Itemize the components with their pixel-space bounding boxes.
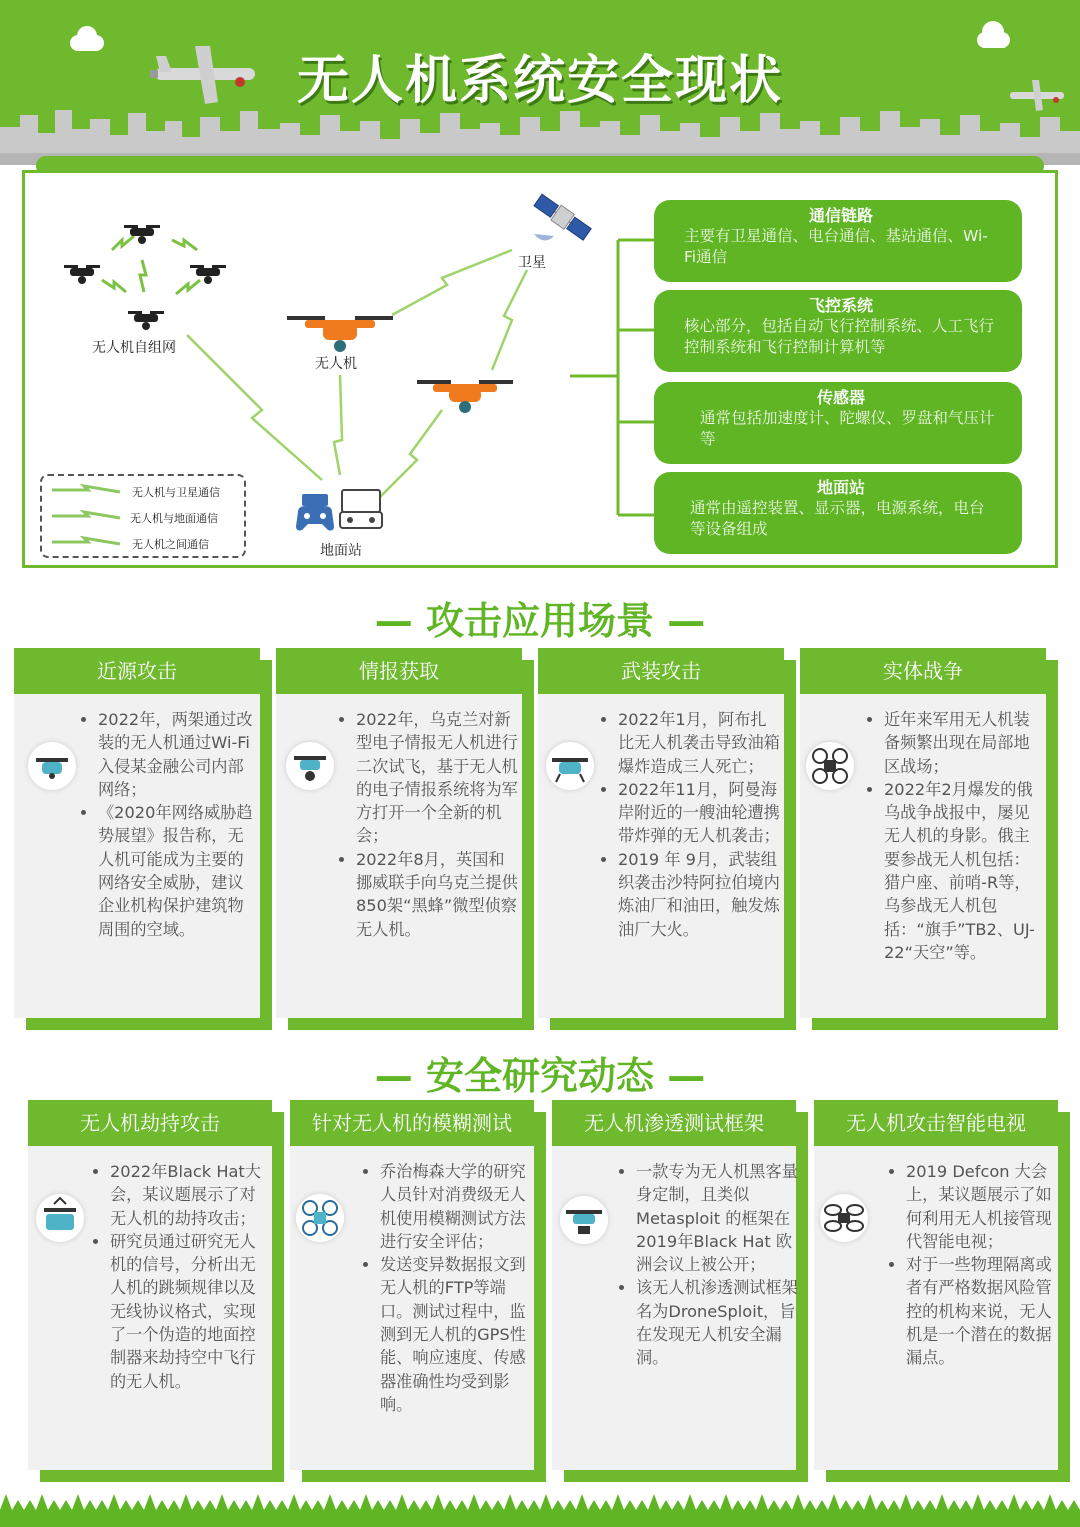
quadcopter-icon: [188, 262, 228, 288]
component-desc: 通常由遥控装置、显示器，电源系统，电台等设备组成: [690, 499, 985, 538]
gamepad-icon: [294, 492, 336, 534]
quadcopter-icon: [820, 1194, 868, 1242]
scenario-card: [14, 648, 272, 1030]
quadcopter-icon: [126, 308, 166, 334]
armed-drone-icon: [546, 742, 594, 790]
link-drone2-ground: [377, 410, 442, 500]
card-list: [880, 1160, 1058, 1370]
quadcopter-icon: [62, 262, 102, 288]
quadcopter-icon: [296, 1194, 344, 1242]
page-title: 无人机系统安全现状: [296, 51, 783, 111]
list-item: • 发送变异数据报文到无人机的FTP等端口。测试过程中，监测到无人机的GPS性能、响应速度、传感器准确性均受到影响。: [380, 1253, 534, 1416]
list-item: • 《2020年网络威胁趋势展望》报告称，无人机可能成为主要的网络安全威胁，建议企业机构保护建筑物周围的空域。: [98, 801, 256, 941]
component-desc: 通常包括加速度计、陀螺仪、罗盘和气压计等: [700, 409, 995, 448]
link-drone2-sat: [492, 270, 527, 370]
list-item: • 近年来军用无人机装备频繁出现在局部地区战场；: [884, 708, 1044, 778]
list-item: • 一款专为无人机黑客量身定制，且类似Metasploit 的框架在2019年Black Hat 欧洲会议上被公开；: [636, 1160, 798, 1276]
card-title: 武装攻击: [538, 648, 784, 694]
card-list: [858, 708, 1044, 964]
card-title: 无人机劫持攻击: [28, 1100, 272, 1146]
ground-station-label: 地面站: [320, 543, 362, 559]
link-drone-ground: [334, 375, 342, 475]
hijack-drone-icon: [36, 1194, 84, 1242]
card-list: [84, 1160, 270, 1393]
component-flight-control: [654, 290, 1022, 372]
legend-item: 无人机与卫星通信: [132, 486, 220, 499]
research-card: [290, 1100, 546, 1482]
list-item: • 2022年Black Hat大会，某议题展示了对无人机的劫持攻击；: [110, 1160, 270, 1230]
list-item: • 研究员通过研究无人机的信号，分析出无人机的跳频规律以及无线协议格式，实现了一个伪造的地面控制器来劫持空中飞行的无人机。: [110, 1230, 270, 1393]
quadcopter-icon: [122, 222, 162, 248]
section-heading-research: — 安全研究动态 —: [374, 1054, 706, 1098]
list-item: • 2022年11月，阿曼海岸附近的一艘油轮遭携带炸弹的无人机袭击；: [618, 778, 782, 848]
satellite-icon: [530, 190, 594, 248]
card-list: [354, 1160, 534, 1416]
card-title: 实体战争: [800, 648, 1046, 694]
military-drone-icon: [1008, 78, 1068, 114]
list-item: • 2019 年 9月，武装组织袭击沙特阿拉伯境内炼油厂和油田，触发炼油厂大火。: [618, 848, 782, 941]
scenario-card: [276, 648, 534, 1030]
drone-label: 无人机: [315, 356, 357, 372]
satellite-label: 卫星: [518, 255, 546, 271]
list-item: • 2022年，乌克兰对新型电子情报无人机进行二次试飞，基于无人机的电子情报系统将为军方打开一个全新的机会；: [356, 708, 518, 848]
card-title: 无人机攻击智能电视: [814, 1100, 1058, 1146]
list-item: • 该无人机渗透测试框架名为DroneSploit，旨在发现无人机安全漏洞。: [636, 1276, 798, 1369]
component-title: 地面站: [816, 478, 865, 497]
scenario-card: [538, 648, 796, 1030]
drone-icon: [28, 742, 76, 790]
camera-drone-icon: [286, 742, 334, 790]
card-title: 情报获取: [276, 648, 522, 694]
card-list: [330, 708, 518, 941]
link-mesh-ground: [187, 335, 322, 480]
mesh-label: 无人机自组网: [92, 340, 176, 356]
component-title: 飞控系统: [808, 296, 873, 315]
research-card: [28, 1100, 284, 1482]
component-ground-station: [654, 472, 1022, 554]
component-comm-link: [654, 200, 1022, 282]
list-item: • 乔治梅森大学的研究人员针对消费级无人机使用模糊测试方法进行安全评估；: [380, 1160, 534, 1253]
link-drone-sat: [392, 250, 512, 315]
card-title: 近源攻击: [14, 648, 260, 694]
remote-controller-icon: [338, 488, 384, 532]
component-sensor: [654, 382, 1022, 464]
component-desc: 主要有卫星通信、电台通信、基站通信、Wi-Fi通信: [684, 227, 988, 266]
list-item: • 2022年，两架通过改装的无人机通过Wi-Fi入侵某金融公司内部网络；: [98, 708, 256, 801]
scenario-card: [800, 648, 1058, 1030]
list-item: • 2022年1月，阿布扎比无人机袭击导致油箱爆炸造成三人死亡；: [618, 708, 782, 778]
quadcopter-icon: [806, 742, 854, 790]
component-title: 通信链路: [808, 206, 873, 225]
list-item: • 对于一些物理隔离或者有严格数据风险管控的机构来说，无人机是一个潜在的数据漏点。: [906, 1253, 1058, 1369]
card-title: 针对无人机的模糊测试: [290, 1100, 534, 1146]
drone-icon: [415, 374, 515, 416]
list-item: • 2019 Defcon 大会上，某议题展示了如何利用无人机接管现代智能电视；: [906, 1160, 1058, 1253]
list-item: • 2022年8月，英国和挪威联手向乌克兰提供850架“黑蜂”微型侦察无人机。: [356, 848, 518, 941]
card-list: [72, 708, 256, 941]
grass-border: [0, 1490, 1080, 1527]
component-title: 传感器: [816, 388, 865, 407]
research-card: [814, 1100, 1070, 1482]
section-heading-attack: — 攻击应用场景 —: [374, 599, 706, 643]
legend-item: 无人机之间通信: [132, 538, 209, 551]
card-list: [592, 708, 782, 941]
legend-swatches: [48, 480, 128, 552]
camera-drone-icon: [560, 1196, 608, 1244]
legend-item: 无人机与地面通信: [130, 512, 218, 525]
card-list: [610, 1160, 798, 1370]
card-title: 无人机渗透测试框架: [552, 1100, 796, 1146]
research-card: [552, 1100, 808, 1482]
drone-icon: [285, 310, 395, 356]
component-desc: 核心部分，包括自动飞行控制系统、人工飞行控制系统和飞行控制计算机等: [684, 317, 995, 356]
list-item: • 2022年2月爆发的俄乌战争战报中，屡见无人机的身影。俄主要参战无人机包括：猎户座、前哨-R等，乌参战无人机包括：“旗手”TB2、UJ-22“天空”等。: [884, 778, 1044, 964]
